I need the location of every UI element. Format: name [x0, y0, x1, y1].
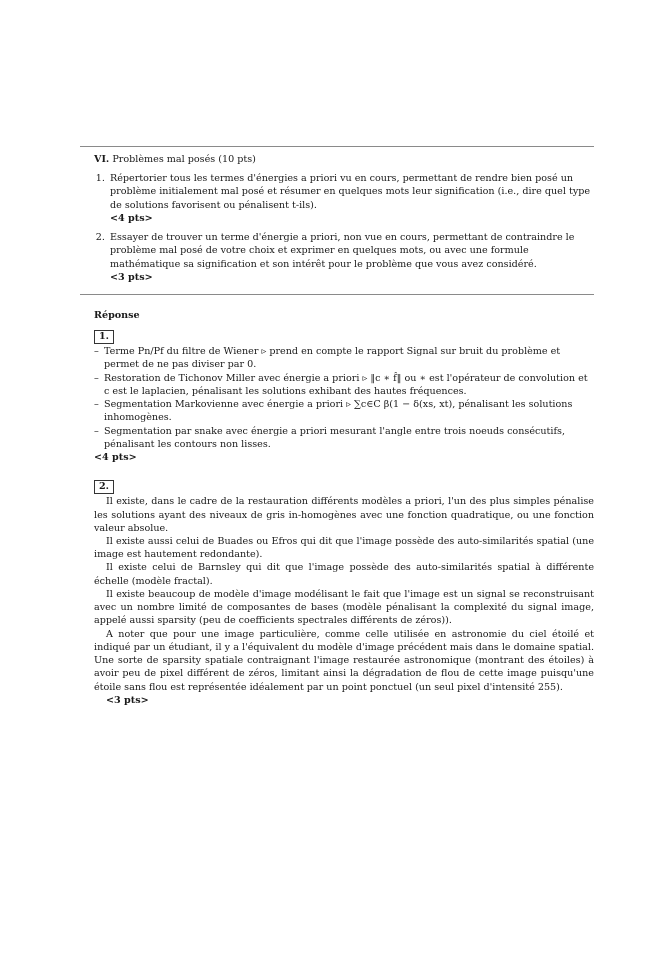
part-2-paragraph: Il existe aussi celui de Buades ou Efros qui dit que l'image possède des auto-similarités spatial (une image est hautement redondante). — [94, 536, 594, 561]
question-text: Répertorier tous les termes d'énergies a priori vu en cours, permettant de rendre bien posé un problème initialement mal posé et résumer en quelques mots leur signification (i.e., dire quel type de solutions favorisent ou pénalisent t-ils). — [110, 173, 591, 211]
section-number: VI. — [94, 154, 110, 165]
question-points: <3 pts> — [110, 271, 153, 283]
section-title — [94, 153, 594, 166]
question-list — [94, 172, 594, 284]
top-rule — [80, 146, 594, 147]
part-1-item: – Restoration de Tichonov Miller avec énergie a priori ▹ ‖c ∗ f̂‖ ou ∗ est l'opérateur de convolution et c est le laplacien, pénalisant les solutions exhibant des hautes fréquences. — [94, 372, 594, 398]
part-1-item: – Segmentation par snake avec énergie a priori mesurant l'angle entre trois noeuds consécutifs, pénalisant les contours non lisses. — [94, 425, 594, 451]
part-1-item: – Segmentation Markovienne avec énergie a priori ▹ ∑c∈C β(1 − δ(xs, xt), pénalisant les solutions inhomogènes. — [94, 398, 594, 424]
question-points: <4 pts> — [110, 212, 153, 224]
answer-heading: Réponse — [94, 310, 140, 321]
section-title-text: Problèmes mal posés (10 pts) — [112, 154, 256, 165]
part-2-paragraph: Il existe, dans le cadre de la restauration différents modèles a priori, l'un des plus simples pénalise les solutions ayant des niveaux de gris in-homogènes avec une fonction quadratique, ou une fonction valeur absolue. — [94, 496, 594, 534]
question-section — [94, 153, 594, 290]
question-item — [108, 231, 594, 284]
question-item — [108, 172, 594, 225]
part-1-label: 1. — [94, 330, 114, 344]
part-1-points: <4 pts> — [94, 452, 137, 464]
part-2-points: <3 pts> — [106, 694, 149, 706]
part-2-label: 2. — [94, 480, 114, 494]
part-1-list — [94, 345, 594, 451]
part-2-paragraph: Il existe beaucoup de modèle d'image modélisant le fait que l'image est un signal se reconstruisant avec un nombre limité de composantes de bases (modèle pénalisant la complexité du signal image, appelé aussi sparsity (peu de coefficients spectrales différents de zéros)). — [94, 588, 594, 627]
part-2-paragraph: A noter que pour une image particulière, comme celle utilisée en astronomie du ciel étoilé et indiqué par un étudiant, il y a l'équivalent du modèle d'image précédent mais dans le domaine spatial. Une sorte de sparsity spatiale contraignant l'image restaurée astronomique (montrant des étoiles) à avoir peu de pixel différent de zéros, limitant ainsi la dégradation de flou de cette image puisqu'une étoile sans flou est représentée idéalement par un point ponctuel (un seul pixel d'intensité 255). — [94, 628, 594, 693]
middle-rule — [80, 294, 594, 295]
question-text: Essayer de trouver un terme d'énergie a priori, non vue en cours, permettant de contraindre le problème mal posé de votre choix et exprimer en quelques mots, ou avec une formule mathématique sa signification et son intérêt pour le problème que vous avez considéré. — [110, 232, 575, 270]
part-1-item: – Terme Pn/Pf du filtre de Wiener ▹ prend en compte le rapport Signal sur bruit du problème et permet de ne pas diviser par 0. — [94, 345, 594, 371]
answer-section — [94, 309, 594, 707]
part-2-paragraph: Il existe celui de Barnsley qui dit que l'image possède des auto-similarités spatial à différente échelle (modèle fractal). — [94, 562, 594, 587]
